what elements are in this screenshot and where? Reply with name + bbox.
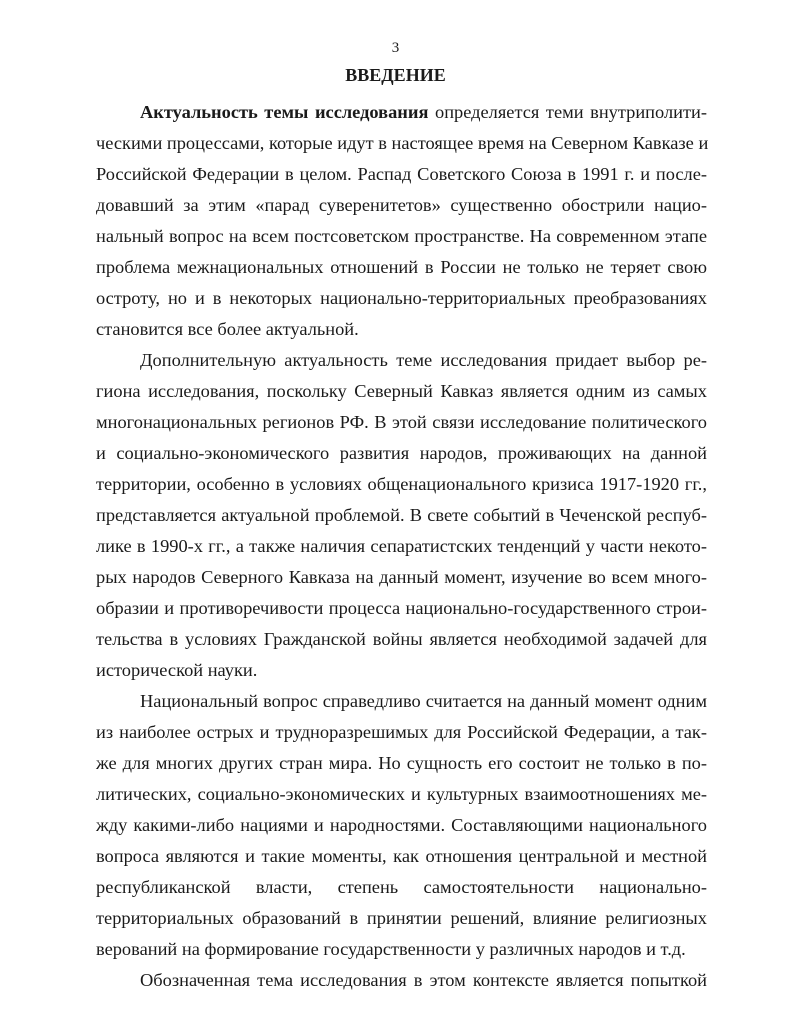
document-body bbox=[96, 97, 707, 996]
paragraph-line: Национальный вопрос справедливо считается на данный момент одним bbox=[140, 691, 707, 711]
paragraph-relevance bbox=[96, 97, 707, 345]
paragraph-line: гиона исследования, поскольку Северный Кавказ является одним из самых bbox=[96, 381, 707, 401]
paragraph-region bbox=[96, 345, 707, 686]
paragraph-line: остроту, но и в некоторых национально-территориальных преобразованиях bbox=[96, 288, 707, 308]
paragraph-line: ческими процессами, которые идут в настоящее время на Северном Кавказе и bbox=[96, 133, 709, 153]
paragraph-line: литических, социально-экономических и культурных взаимоотношениях ме- bbox=[96, 784, 707, 804]
paragraph-line: нальный вопрос на всем постсоветском пространстве. На современном этапе bbox=[96, 226, 707, 246]
paragraph-line: жду какими-либо нациями и народностями. Составляющими национального bbox=[96, 815, 707, 835]
paragraph-line: многонациональных регионов РФ. В этой связи исследование политического bbox=[96, 412, 707, 432]
paragraph-national-question bbox=[96, 686, 707, 965]
paragraph-topic bbox=[96, 965, 707, 996]
paragraph-line: вопроса являются и такие моменты, как отношения центральной и местной bbox=[96, 846, 707, 866]
paragraph-line: рых народов Северного Кавказа на данный момент, изучение во всем много- bbox=[96, 567, 707, 587]
paragraph-line: исторической науки. bbox=[96, 660, 258, 680]
paragraph-line: территориальных образований в принятии решений, влияние религиозных bbox=[96, 908, 707, 928]
paragraph-line: Обозначенная тема исследования в этом контексте является попыткой bbox=[140, 970, 707, 990]
paragraph-line: из наиболее острых и трудноразрешимых для Российской Федерации, а так- bbox=[96, 722, 707, 742]
paragraph-line: территории, особенно в условиях общенационального кризиса 1917-1920 гг., bbox=[96, 474, 707, 494]
paragraph-line: представляется актуальной проблемой. В свете событий в Чеченской респуб- bbox=[96, 505, 707, 525]
paragraph-line: тельства в условиях Гражданской войны является необходимой задачей для bbox=[96, 629, 707, 649]
paragraph-line: Дополнительную актуальность теме исследования придает выбор ре- bbox=[140, 350, 707, 370]
paragraph-line: Актуальность темы исследования определяется теми внутриполити- bbox=[140, 102, 707, 122]
paragraph-line: проблема межнациональных отношений в России не только не теряет свою bbox=[96, 257, 707, 277]
section-heading: ВВЕДЕНИЕ bbox=[345, 65, 446, 85]
paragraph-line: республиканской власти, степень самостоятельности национально- bbox=[96, 877, 707, 897]
paragraph-line: верований на формирование государственности у различных народов и т.д. bbox=[96, 939, 686, 959]
paragraph-line: же для многих других стран мира. Но сущность его состоит не только в по- bbox=[96, 753, 707, 773]
lead-phrase: Актуальность темы исследования bbox=[140, 102, 429, 122]
paragraph-line: лике в 1990-х гг., а также наличия сепаратистских тенденций у части некото- bbox=[96, 536, 707, 556]
page-number: 3 bbox=[391, 40, 400, 56]
paragraph-line: Российской Федерации в целом. Распад Советского Союза в 1991 г. и после- bbox=[96, 164, 707, 184]
paragraph-line: образии и противоречивости процесса национально-государственного строи- bbox=[96, 598, 707, 618]
paragraph-line: и социально-экономического развития народов, проживающих на данной bbox=[96, 443, 707, 463]
paragraph-line: довавший за этим «парад суверенитетов» существенно обострили нацио- bbox=[96, 195, 707, 215]
paragraph-line: становится все более актуальной. bbox=[96, 319, 359, 339]
